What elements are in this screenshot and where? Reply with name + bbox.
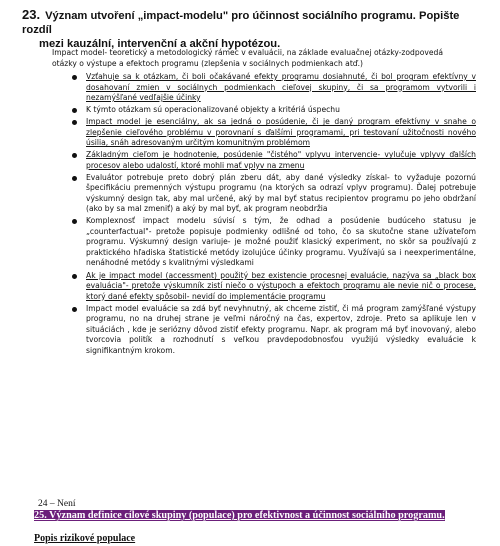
bullet-icon bbox=[72, 176, 77, 181]
list-item bbox=[72, 304, 476, 357]
bullet-list bbox=[72, 72, 476, 358]
list-item-text: Impact model evaluácie sa zdá byť nevyhnutný, ak chceme zistiť, či má program zamýšľané výstupy programu, no na druhej strane je veľmi náročný na čas, expertov, zdroje. Preto sa aplikuje len v situáciách , kde je seriózny dôvod zistiť efekty programu. Napr. ak program má byť inovovaný, alebo tvorcovia politík a rozhodnutí s veľkou pravdepodobnosťou využijú výsledky evaluácie k signifikantným krokom. bbox=[86, 303, 476, 355]
highlighted-question: 25. Význam definice cílové skupiny (populace) pro efektivnost a účinnost sociálního programu. bbox=[34, 510, 445, 521]
bullet-icon bbox=[72, 75, 77, 80]
list-item-text: Základným cieľom je hodnotenie, posúdenie "čistého" vplyvu intervencie- vylučuje vplyvy ďalších procesov alebo udalostí, ktoré mohli mať vplyv na zmenu bbox=[86, 150, 476, 170]
list-item bbox=[72, 173, 476, 215]
list-item bbox=[72, 105, 476, 116]
question-number: 23. bbox=[22, 7, 41, 22]
bullet-icon bbox=[72, 307, 77, 312]
question-line-1: Význam utvoření „impact-modelu" pro účinnost sociálního programu. Popište rozdíl bbox=[22, 10, 460, 36]
bullet-icon bbox=[72, 219, 77, 224]
intro-paragraph: Impact model- teoretický a metodologický rámec v evaluácii, na základe evaluačnej otázky-zodpovedá otázky o výstupe a efektoch programu (zlepšenia v sociálnych podmienkach atď.) bbox=[52, 48, 443, 68]
list-item-text: Impact model je esenciálny, ak sa jedná o posúdenie, či je daný program efektívny v snahe o zlepšenie cieľového problému v porovnaní s ďalšími programami, pri testovaní užitočnosti nového úsilia, snáh adresovaným určitým komunitným problémom bbox=[86, 117, 476, 148]
bullet-icon bbox=[72, 274, 77, 279]
list-item bbox=[72, 150, 476, 171]
list-item bbox=[72, 216, 476, 269]
section-subheading: Popis rizikové populace bbox=[34, 533, 136, 544]
list-item bbox=[72, 72, 476, 104]
bullet-icon bbox=[72, 120, 77, 125]
question-24-note: 24 – Není bbox=[38, 499, 76, 509]
list-item bbox=[72, 271, 476, 303]
list-item-text: Ak je impact model (accessment) použitý bez existencie procesnej evaluácie, nazýva sa „black box evaluácia"- pretože výskumník zistí niečo o výstupoch a efektoch programu ale nevie nič o procese, ktorý dané efekty spôsobil- nevidí do implementácie programu bbox=[86, 270, 476, 301]
list-item bbox=[72, 117, 476, 149]
list-item-text: K týmto otázkam sú operacionalizované objekty a kritériá úspechu bbox=[86, 105, 340, 115]
list-item-text: Komplexnosť impact modelu súvisí s tým, že odhad a posúdenie budúceho statusu je „counterfactual"- pretože popisuje podmienky odlišné od toho, čo sa skutočne stane užívateľom programu. Výskumný design variuje- je možné použiť klasický experiment, no skôr sa používajú z praktického hľadiska štatistické metódy izolujúce účinky programu. Využívajú sa i neexperimentálne, nenáhodné metódy s kvalitnými výsledkami bbox=[86, 216, 476, 268]
list-item-text: Vzťahuje sa k otázkam, či boli očakávané efekty programu dosiahnuté, či bol program efektívny v dosahovaní zmien v sociálnych podmienkach cieľovej skupiny, či sa programom vytvorili i nezamýšľané vedľajšie účinky bbox=[86, 72, 476, 102]
question-line-2: mezi kauzální, intervenční a akční hypotézou. bbox=[39, 38, 281, 50]
list-item-text: Evaluátor potrebuje preto dobrý plán zberu dát, aby dané výsledky získal- to vyžaduje pozornú špecifikáciu premenných výstupu programu (na ktorých sa odrazí vplyv programu). Ďalej potrebuje výskumný design tak, aby mal určené, aký by mal byť status recipientov programu po jeho obdržaní (ako by sa mal zmeniť) a aký by mal byť, ak program neobdržia bbox=[86, 172, 476, 214]
bullet-icon bbox=[72, 153, 77, 158]
question-25-title bbox=[34, 510, 480, 521]
bullet-icon bbox=[72, 108, 77, 113]
question-23-title bbox=[22, 8, 488, 51]
